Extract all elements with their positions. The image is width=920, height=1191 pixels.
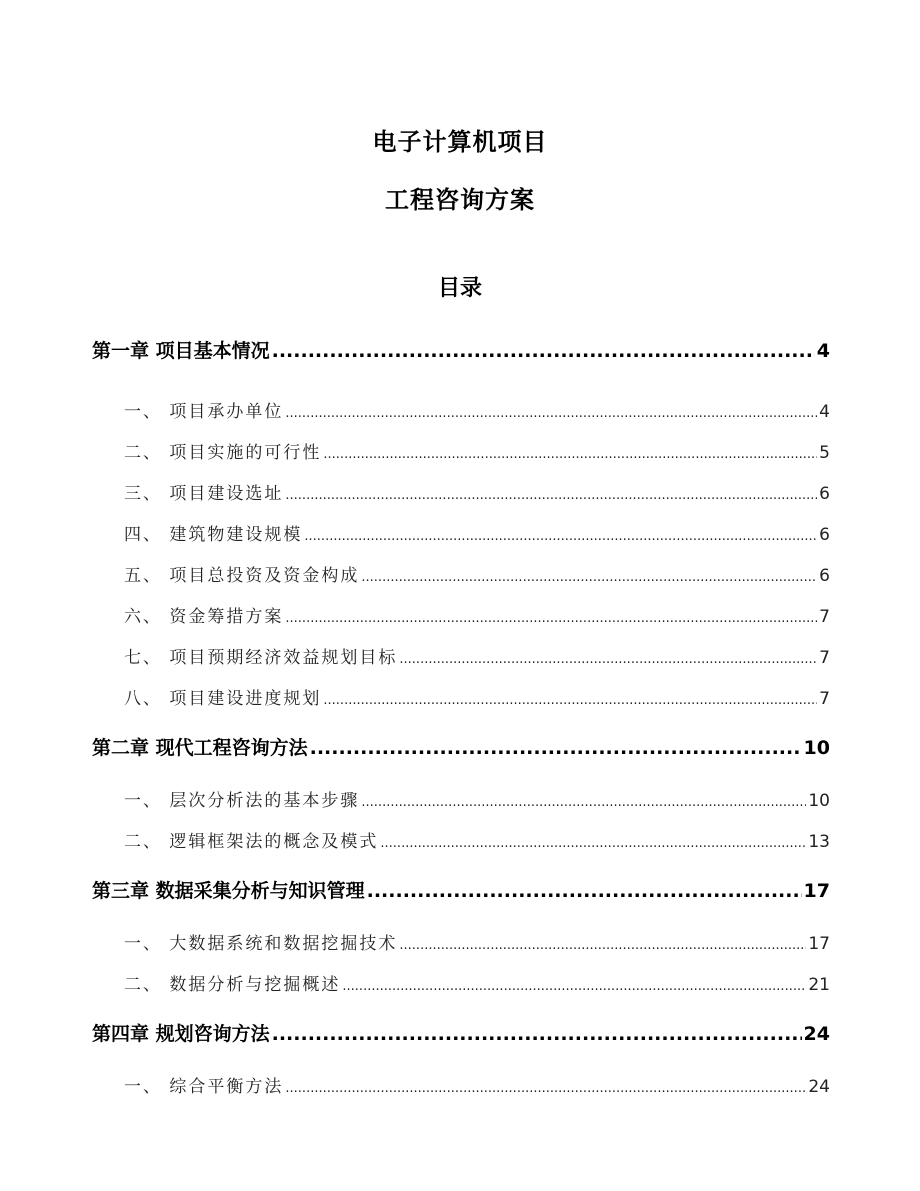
toc-leader-dots [310, 737, 802, 759]
toc-leader-dots [342, 979, 806, 994]
toc-entry-label: 二、 数据分析与挖掘概述 [124, 975, 341, 995]
toc-leader-dots [304, 529, 817, 544]
toc-entry-label: 第四章 规划咨询方法 [92, 1023, 270, 1045]
toc-entry-label: 一、 大数据系统和数据挖掘技术 [124, 934, 398, 954]
toc-entry-label: 第二章 现代工程咨询方法 [92, 737, 308, 759]
toc-entry-label: 二、 项目实施的可行性 [124, 443, 322, 463]
toc-page-number: 17 [808, 934, 830, 954]
toc-section-entry[interactable] [124, 520, 830, 545]
toc-page-number: 7 [819, 689, 830, 709]
toc-section-entry[interactable] [124, 970, 830, 995]
toc-leader-dots [380, 836, 806, 851]
toc-entry-label: 一、 综合平衡方法 [124, 1077, 284, 1097]
toc-entry-label: 一、 项目承办单位 [124, 402, 284, 422]
toc-page-number: 24 [808, 1077, 830, 1097]
toc-section-entry[interactable] [124, 827, 830, 852]
toc-chapter-entry[interactable] [92, 336, 830, 363]
toc-section-entry[interactable] [124, 684, 830, 709]
toc-entry-label: 第三章 数据采集分析与知识管理 [92, 880, 365, 902]
toc-leader-dots [285, 488, 817, 503]
toc-entry-label: 六、 资金筹措方案 [124, 607, 284, 627]
toc-page-number: 6 [819, 484, 830, 504]
toc-page-number: 10 [803, 737, 830, 759]
toc-entry-label: 一、 层次分析法的基本步骤 [124, 791, 360, 811]
document-title-line2: 工程咨询方案 [385, 186, 535, 214]
toc-section-entry[interactable] [124, 397, 830, 422]
toc-leader-dots [399, 652, 817, 667]
toc-page-number: 4 [819, 402, 830, 422]
toc-section-entry[interactable] [124, 929, 830, 954]
toc-leader-dots [367, 880, 802, 902]
toc-page-number: 4 [816, 340, 830, 362]
toc-leader-dots [285, 1081, 806, 1096]
toc-leader-dots [285, 406, 817, 421]
toc-entry-label: 七、 项目预期经济效益规划目标 [124, 648, 398, 668]
toc-page-number: 13 [808, 832, 830, 852]
toc-entry-label: 五、 项目总投资及资金构成 [124, 566, 360, 586]
toc-leader-dots [285, 611, 817, 626]
toc-section-entry[interactable] [124, 438, 830, 463]
toc-page-number: 17 [803, 880, 830, 902]
toc-leader-dots [361, 570, 817, 585]
toc-section-entry[interactable] [124, 602, 830, 627]
toc-page-number: 21 [808, 975, 830, 995]
toc-entry-label: 八、 项目建设进度规划 [124, 689, 322, 709]
toc-section-entry[interactable] [124, 786, 830, 811]
toc-chapter-entry[interactable] [92, 1019, 830, 1046]
toc-section-entry[interactable] [124, 479, 830, 504]
toc-leader-dots [272, 340, 815, 362]
toc-page-number: 10 [808, 791, 830, 811]
document-title-line1: 电子计算机项目 [372, 128, 548, 156]
toc-leader-dots [272, 1023, 802, 1045]
toc-section-entry[interactable] [124, 561, 830, 586]
toc-chapter-entry[interactable] [92, 733, 830, 760]
toc-page-number: 6 [819, 525, 830, 545]
toc-leader-dots [323, 447, 817, 462]
toc-entry-label: 二、 逻辑框架法的概念及模式 [124, 832, 379, 852]
toc-leader-dots [361, 795, 806, 810]
toc-page-number: 7 [819, 648, 830, 668]
toc-chapter-entry[interactable] [92, 876, 830, 903]
toc-entry-label: 三、 项目建设选址 [124, 484, 284, 504]
toc-section-entry[interactable] [124, 643, 830, 668]
toc-page-number: 5 [819, 443, 830, 463]
toc-leader-dots [399, 938, 806, 953]
toc-section-entry[interactable] [124, 1072, 830, 1097]
toc-heading: 目录 [437, 276, 482, 301]
toc-page-number: 6 [819, 566, 830, 586]
toc-page-number: 24 [803, 1023, 830, 1045]
toc-entry-label: 四、 建筑物建设规模 [124, 525, 303, 545]
toc-leader-dots [323, 693, 817, 708]
toc-entry-label: 第一章 项目基本情况 [92, 340, 270, 362]
toc-page-number: 7 [819, 607, 830, 627]
